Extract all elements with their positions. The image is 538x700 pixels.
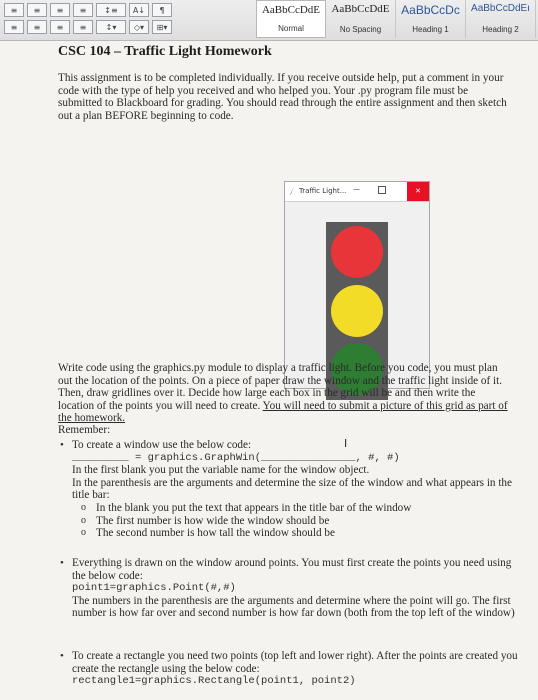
red-light	[331, 226, 383, 278]
code-line: rectangle1=graphics.Rectangle(point1, point2)	[72, 675, 356, 688]
list-item-note: The numbers in the parenthesis are the arguments and determine where the point will go. The first number is how far over and second number is how far down (both from the top left of the window)	[72, 594, 515, 620]
circle-bullet-icon: o	[81, 514, 86, 526]
line-spacing-icon[interactable]: ↕≡	[96, 3, 126, 17]
align-right-icon[interactable]: ≡	[50, 3, 70, 17]
bullet-icon: •	[60, 650, 64, 662]
feather-icon	[289, 186, 295, 196]
text-cursor-icon: I	[344, 437, 348, 450]
bullet-icon: •	[60, 557, 64, 569]
list-item-text: To create a rectangle you need two points (top left and lower right). After the points are created you create the rectangle using the below code:	[72, 650, 518, 675]
style-name: Normal	[278, 24, 304, 33]
list-item-note: In the first blank you put the variable name for the window object.	[72, 464, 370, 477]
style-name: Heading 1	[412, 25, 449, 34]
maximize-icon	[378, 186, 386, 194]
close-icon: ✕	[407, 182, 429, 201]
traffic-light-window-image	[284, 181, 430, 389]
align-center-icon[interactable]: ≡	[27, 20, 47, 34]
bullet-icon: •	[60, 439, 64, 451]
sub-list-item	[72, 527, 518, 540]
sub-item-text: In the blank you put the text that appears in the title bar of the window	[96, 501, 412, 514]
sort-icon[interactable]: A↓	[129, 3, 149, 17]
style-no-spacing[interactable]	[326, 0, 396, 38]
paragraph-tools-top	[4, 3, 172, 17]
style-sample: AaBbCcDc	[401, 3, 460, 17]
instructions-underlined: You will need to submit a picture of this grid as part of the homework.	[58, 399, 508, 425]
instructions-text: Write code using the graphics.py module to display a traffic light. Before you code, you must plan out the location of the points. On a piece of paper draw the window and the traffic light inside of it. Then, draw gridlines over it. Decide how large each box in the grid will be and then write the location of the points you will need to create.	[58, 362, 503, 412]
borders-icon[interactable]: ⊞▾	[152, 20, 172, 34]
style-name: Heading 2	[482, 25, 519, 34]
shading-icon[interactable]: ◇▾	[129, 20, 149, 34]
list-item	[60, 557, 518, 620]
style-sample: AaBbCcDdE	[331, 3, 390, 15]
sub-item-text: The first number is how wide the window should be	[96, 514, 330, 527]
justify-icon[interactable]: ≡	[73, 3, 93, 17]
style-normal[interactable]	[256, 0, 326, 38]
sub-item-text: The second number is how tall the window should be	[96, 527, 335, 540]
remember-label: Remember:	[58, 424, 111, 436]
code-line: _________ = graphics.GraphWin(_______________, #, #)	[72, 451, 400, 464]
align-right-icon[interactable]: ≡	[50, 20, 70, 34]
yellow-light	[331, 285, 383, 337]
sub-list-item	[72, 502, 518, 515]
window-title: Traffic Light...	[299, 187, 347, 195]
style-sample: AaBbCcDdE	[261, 4, 321, 16]
style-name: No Spacing	[339, 25, 382, 34]
intro-paragraph: This assignment is to be completed individually. If you receive outside help, put a comment in your code with the type of help you received and who helped you. Your .py program file must be submitted to Blackboard for grading. You should read through the entire assignment and then sketch out a plan BEFORE beginning to code.	[58, 72, 507, 122]
align-left-icon[interactable]: ≡	[4, 20, 24, 34]
list-item-text: To create a window use the below code:	[72, 439, 252, 451]
code-line: point1=graphics.Point(#,#)	[72, 582, 236, 595]
document-body[interactable]	[58, 44, 528, 688]
style-heading-1[interactable]	[396, 0, 466, 38]
list-item-note: In the parenthesis are the arguments and determine the size of the window and what appears in the title bar:	[72, 476, 512, 502]
style-sample: AaBbCcDdEı	[471, 3, 530, 14]
list-item-text: Everything is drawn on the window around points. You must first create the points you need using the below code:	[72, 557, 512, 582]
list-item	[60, 439, 518, 540]
align-left-icon[interactable]: ≡	[4, 3, 24, 17]
circle-bullet-icon: o	[81, 527, 86, 539]
show-marks-icon[interactable]: ¶	[152, 3, 172, 17]
styles-gallery	[256, 0, 536, 38]
align-center-icon[interactable]: ≡	[27, 3, 47, 17]
document-title: CSC 104 – Traffic Light Homework	[58, 44, 272, 59]
instructions-paragraph	[58, 362, 513, 425]
circle-bullet-icon: o	[81, 501, 86, 513]
line-spacing-dropdown-icon[interactable]: ↕▾	[96, 20, 126, 34]
minimize-icon: —	[353, 185, 360, 193]
list-item	[60, 650, 518, 688]
ribbon-toolbar	[0, 0, 538, 41]
window-title-bar	[285, 182, 429, 202]
style-heading-2[interactable]	[466, 0, 536, 38]
sub-list-item	[72, 515, 518, 528]
justify-icon[interactable]: ≡	[73, 20, 93, 34]
paragraph-tools-bottom	[4, 20, 172, 34]
